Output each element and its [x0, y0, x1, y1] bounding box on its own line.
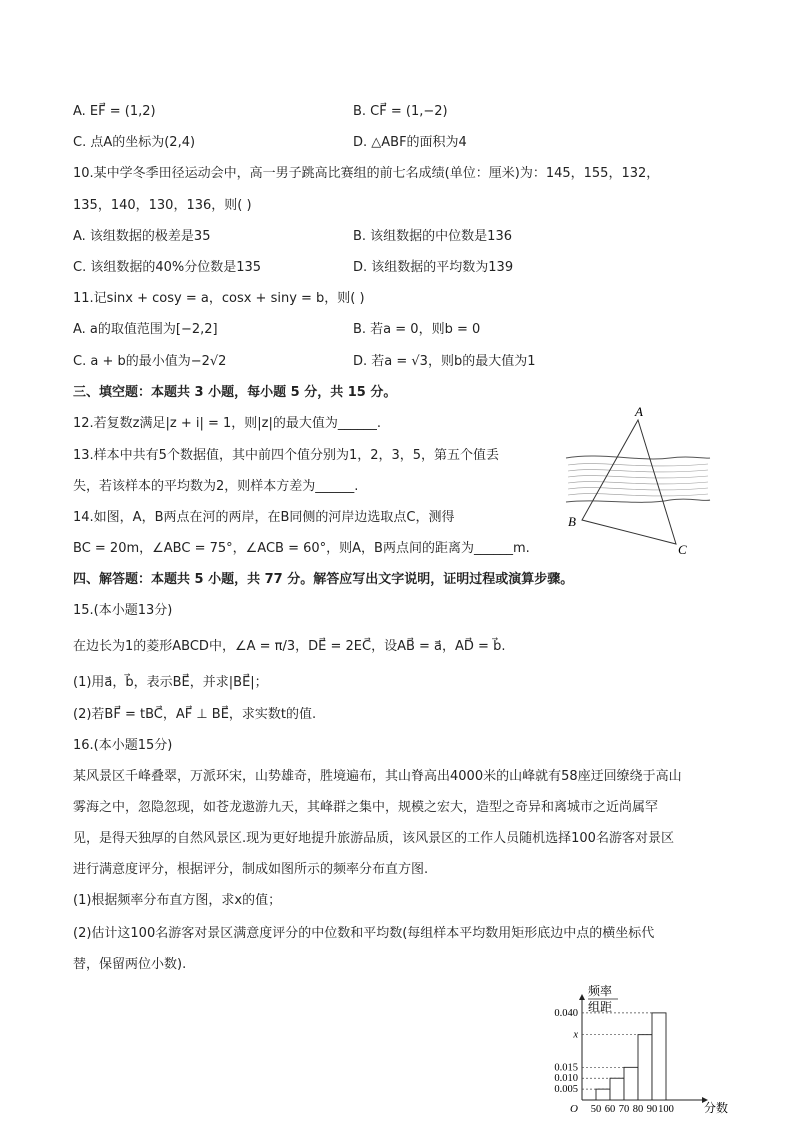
x-tick-label-1: 60 — [604, 1104, 616, 1115]
q10-option-b: B. 该组数据的中位数是136 — [353, 229, 512, 244]
histogram-bar-4 — [652, 1013, 666, 1100]
section-4-heading: 四、解答题：本题共 5 小题，共 77 分。解答应写出文字说明，证明过程或演算步骤。 — [73, 572, 574, 587]
q13-line2: 失，若该样本的平均数为2，则样本方差为______. — [73, 479, 359, 494]
q15-heading: 15.(本小题13分) — [73, 603, 173, 618]
point-c-label: C — [678, 542, 687, 557]
x-tick-label-4: 90 — [646, 1104, 658, 1115]
q16-part2-line1: (2)估计这100名游客对景区满意度评分的中位数和平均数(每组样本平均数用矩形底边中点的横坐标代 — [73, 926, 655, 941]
q9-option-b: B. CF⃗ = (1,−2) — [353, 104, 448, 119]
q10-stem-line1: 10.某中学冬季田径运动会中，高一男子跳高比赛组的前七名成绩(单位：厘米)为：145，155，132， — [73, 166, 660, 181]
q14-line2: BC = 20m，∠ABC = 75°，∠ACB = 60°，则A，B两点间的距离为______m. — [73, 541, 530, 556]
y-tick-label-3: x — [573, 1029, 578, 1041]
x-tick-label-2: 70 — [618, 1104, 630, 1115]
q10-option-d: D. 该组数据的平均数为139 — [353, 260, 514, 275]
histogram-bar-1 — [610, 1078, 624, 1100]
q9-option-d: D. △ABF的面积为4 — [353, 135, 467, 150]
q11-stem: 11.记sinx + cosy = a，cosx + siny = b，则( ) — [73, 291, 365, 306]
q16-part2-line2: 替，保留两位小数). — [73, 957, 187, 972]
y-axis-arrow — [579, 994, 585, 1000]
histogram-bar-2 — [624, 1067, 638, 1100]
q11-option-b: B. 若a = 0，则b = 0 — [353, 322, 481, 337]
q11-option-c: C. a + b的最小值为−2√2 — [73, 354, 227, 369]
y-tick-label-4: 0.040 — [554, 1007, 578, 1019]
q16-part1: (1)根据频率分布直方图，求x的值； — [73, 893, 282, 908]
q14-line1: 14.如图，A，B两点在河的两岸，在B同侧的河岸边选取点C，测得 — [73, 510, 455, 525]
origin-label: O — [570, 1103, 578, 1115]
river-water-lines — [568, 464, 708, 496]
q14-river-figure — [560, 402, 720, 562]
y-axis-label-top: 频率 — [588, 984, 613, 998]
x-axis-label: 分数 — [704, 1101, 729, 1115]
q16-stem-line2: 雾海之中，忽隐忽现，如苍龙遨游九天，其峰群之集中，规模之宏大，造型之奇异和离城市之近尚属罕 — [73, 800, 659, 815]
q16-stem-line3: 见，是得天独厚的自然风景区.现为更好地提升旅游品质，该风景区的工作人员随机选择100名游客对景区 — [73, 831, 674, 846]
y-tick-label-1: 0.010 — [554, 1073, 578, 1085]
river-bank-bottom — [566, 499, 710, 502]
q12-text: 12.若复数z满足|z + i| = 1，则|z|的最大值为______. — [73, 416, 381, 431]
q15-stem: 在边长为1的菱形ABCD中，∠A = π/3，DE⃗ = 2EC⃗，设AB⃗ = a⃗，AD⃗ = b⃗. — [73, 639, 506, 654]
section-3-heading: 三、填空题：本题共 3 小题，每小题 5 分，共 15 分。 — [73, 385, 397, 400]
q16-stem-line4: 进行满意度评分，根据评分，制成如图所示的频率分布直方图. — [73, 862, 429, 877]
q10-option-a: A. 该组数据的极差是35 — [73, 229, 211, 244]
q10-option-c: C. 该组数据的40%分位数是135 — [73, 260, 262, 275]
q16-heading: 16.(本小题15分) — [73, 738, 173, 753]
q11-option-d: D. 若a = √3，则b的最大值为1 — [353, 354, 536, 369]
histogram-bar-3 — [638, 1035, 652, 1100]
y-tick-label-2: 0.015 — [554, 1062, 578, 1074]
q11-option-a: A. a的取值范围为[−2,2] — [73, 322, 218, 337]
x-tick-label-5: 100 — [658, 1104, 674, 1115]
histogram-bar-0 — [596, 1089, 610, 1100]
y-tick-label-0: 0.005 — [554, 1084, 578, 1096]
q9-option-a: A. EF⃗ = (1,2) — [73, 104, 156, 119]
point-a-label: A — [635, 404, 643, 419]
q10-stem-line2: 135，140，130，136，则( ) — [73, 198, 252, 213]
frequency-histogram — [530, 980, 730, 1120]
y-axis-label-bottom: 组距 — [588, 1000, 613, 1014]
q16-stem-line1: 某风景区千峰叠翠，万派环宋，山势雄奇，胜境遍布，其山脊高出4000米的山峰就有58座迂回缭绕于高山 — [73, 769, 682, 784]
point-b-label: B — [568, 514, 576, 529]
q15-part2: (2)若BF⃗ = tBC⃗，AF⃗ ⊥ BE⃗，求实数t的值. — [73, 707, 317, 722]
q13-line1: 13.样本中共有5个数据值，其中前四个值分别为1，2，3，5，第五个值丢 — [73, 448, 500, 463]
x-tick-label-0: 50 — [590, 1104, 602, 1115]
river-bank-top — [566, 456, 710, 459]
q15-part1: (1)用a⃗，b⃗，表示BE⃗，并求|BE⃗|； — [73, 675, 268, 690]
q9-option-c: C. 点A的坐标为(2,4) — [73, 135, 196, 150]
x-tick-label-3: 80 — [632, 1104, 644, 1115]
